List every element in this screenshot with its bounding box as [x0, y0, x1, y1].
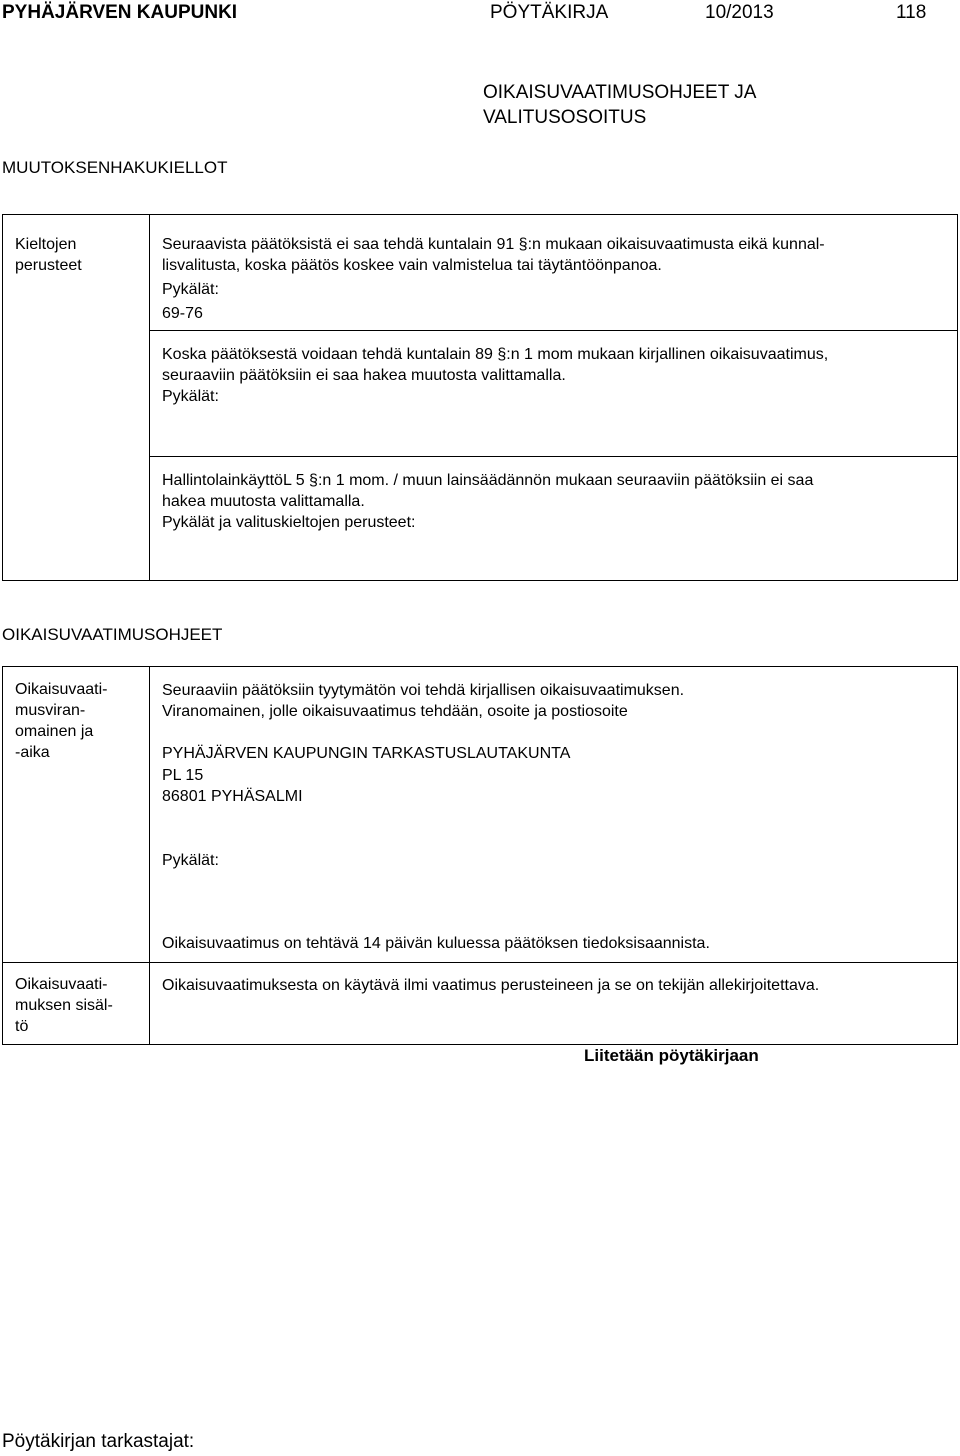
document-type: PÖYTÄKIRJA: [490, 2, 609, 23]
instructions-row-divider: [2, 962, 958, 963]
title-line-1: OIKAISUVAATIMUSOHJEET JA: [483, 82, 757, 103]
attachment-note: Liitetään pöytäkirjaan: [584, 1046, 759, 1065]
restriction-item-2-text: Koska päätöksestä voidaan tehdä kuntalain 89 §:n 1 mom mukaan kirjallinen oikaisuvaatimus, seuraaviin päätöksiin ei saa hakea muutosta valittamalla.: [162, 346, 829, 384]
instructions-column-divider: [149, 666, 150, 1045]
deadline-text: Oikaisuvaatimus on tehtävä 14 päivän kuluessa päätöksen tiedoksisaannista.: [162, 935, 710, 952]
restriction-item-3-pykalat-label: Pykälät ja valituskieltojen perusteet:: [162, 514, 416, 531]
document-number: 10/2013: [705, 2, 774, 23]
title-line-2: VALITUSOSOITUS: [483, 107, 647, 128]
restrictions-row-divider-2: [149, 456, 958, 457]
section-heading-restrictions: MUUTOKSENHAKUKIELLOT: [2, 158, 228, 177]
restriction-item-1-pykalat-value: 69-76: [162, 305, 203, 322]
restriction-item-3-text: HallintolainkäyttöL 5 §:n 1 mom. / muun lainsäädännön mukaan seuraaviin päätöksiin ei saa hakea muutosta valittamalla.: [162, 472, 814, 510]
address-line-3: 86801 PYHÄSALMI: [162, 788, 303, 805]
page-number: 118: [896, 2, 927, 23]
address-line-2: PL 15: [162, 767, 204, 784]
organization-name: PYHÄJÄRVEN KAUPUNKI: [2, 2, 238, 23]
address-line-1: PYHÄJÄRVEN KAUPUNGIN TARKASTUSLAUTAKUNTA: [162, 745, 571, 762]
restrictions-column-divider: [149, 214, 150, 581]
content-left-label: Oikaisuvaati- muksen sisäl- tö: [15, 976, 113, 1035]
reviewers-label: Pöytäkirjan tarkastajat:: [2, 1431, 195, 1452]
restrictions-row-divider-1: [149, 330, 958, 331]
restrictions-left-label: Kieltojen perusteet: [15, 236, 82, 274]
restriction-item-2-pykalat-label: Pykälät:: [162, 388, 219, 405]
content-requirement-text: Oikaisuvaatimuksesta on käytävä ilmi vaatimus perusteineen ja se on tekijän allekirjoitettava.: [162, 977, 820, 994]
authority-left-label: Oikaisuvaati- musviran- omainen ja -aika: [15, 681, 108, 761]
restriction-item-1-pykalat-label: Pykälät:: [162, 281, 219, 298]
instructions-pykalat-label: Pykälät:: [162, 852, 219, 869]
instructions-intro-text: Seuraaviin päätöksiin tyytymätön voi tehdä kirjallisen oikaisuvaatimuksen. Viranomainen, jolle oikaisuvaatimus tehdään, osoite ja postiosoite: [162, 682, 685, 720]
section-heading-instructions: OIKAISUVAATIMUSOHJEET: [2, 625, 223, 644]
restriction-item-1-text: Seuraavista päätöksistä ei saa tehdä kuntalain 91 §:n mukaan oikaisuvaatimusta eikä kunnal- lisvalitusta, koska päätös koskee vain valmistelua tai täytäntöönpanoa.: [162, 236, 825, 274]
